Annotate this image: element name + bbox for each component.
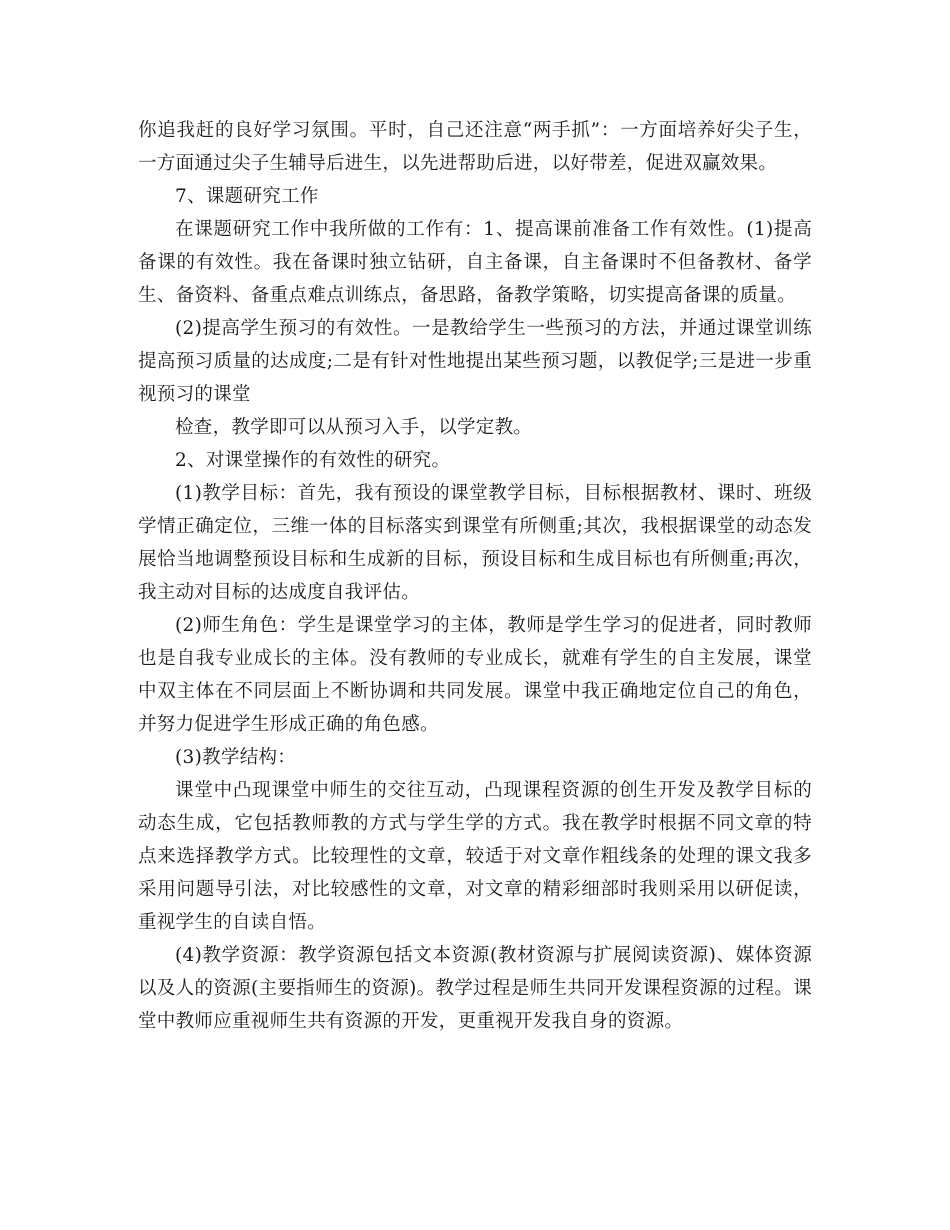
paragraph-1: 你追我赶的良好学习氛围。平时，自己还注意“两手抓”：一方面培养好尖子生，一方面通过尖子生辅导后进生，以先进帮助后进，以好带差，促进双赢效果。	[138, 120, 812, 174]
section-heading-classroom: 2、对课堂操作的有效性的研究。	[175, 450, 451, 471]
paragraph-5: 检查，教学即可以从预习入手，以学定教。	[175, 417, 533, 438]
paragraph-3: 在课题研究工作中我所做的工作有：1、提高课前准备工作有效性。(1)提高备课的有效性。我在备课时独立钻研，自主备课，自主备课时不但备教材、备学生、备资料、备重点难点训练点，备思路，备教学策略，切实提高备课的质量。	[138, 219, 812, 306]
paragraph-10: 课堂中凸现课堂中师生的交往互动，凸现课程资源的创生开发及教学目标的动态生成，它包括教师教的方式与学生学的方式。我在教学时根据不同文章的特点来选择教学方式。比较理性的文章，较适于对文章作粗线条的处理的课文我多采用问题导引法，对比较感性的文章，对文章的精彩细部时我则采用以研促读，重视学生的自读自悟。	[138, 780, 812, 933]
paragraph-7: (1)教学目标：首先，我有预设的课堂教学目标，目标根据教材、课时、班级学情正确定位，三维一体的目标落实到课堂有所侧重;其次，我根据课堂的动态发展恰当地调整预设目标和生成新的目标，预设目标和生成目标也有所侧重;再次，我主动对目标的达成度自我评估。	[138, 483, 812, 603]
paragraph-4: (2)提高学生预习的有效性。一是教给学生一些预习的方法，并通过课堂训练提高预习质量的达成度;二是有针对性地提出某些预习题，以教促学;三是进一步重视预习的课堂	[138, 318, 812, 405]
subheading-structure: (3)教学结构：	[175, 747, 297, 768]
paragraph-8: (2)师生角色：学生是课堂学习的主体，教师是学生学习的促进者，同时教师也是自我专业成长的主体。没有教师的专业成长，就难有学生的自主发展，课堂中双主体在不同层面上不断协调和共同发展。课堂中我正确地定位自己的角色，并努力促进学生形成正确的角色感。	[138, 615, 812, 735]
paragraph-11: (4)教学资源：教学资源包括文本资源(教材资源与扩展阅读资源)、媒体资源以及人的资源(主要指师生的资源)。教学过程是师生共同开发课程资源的过程。课堂中教师应重视师生共有资源的开发，更重视开发我自身的资源。	[138, 945, 812, 1032]
section-heading-research: 7、课题研究工作	[175, 186, 319, 207]
document-body	[138, 114, 812, 1038]
